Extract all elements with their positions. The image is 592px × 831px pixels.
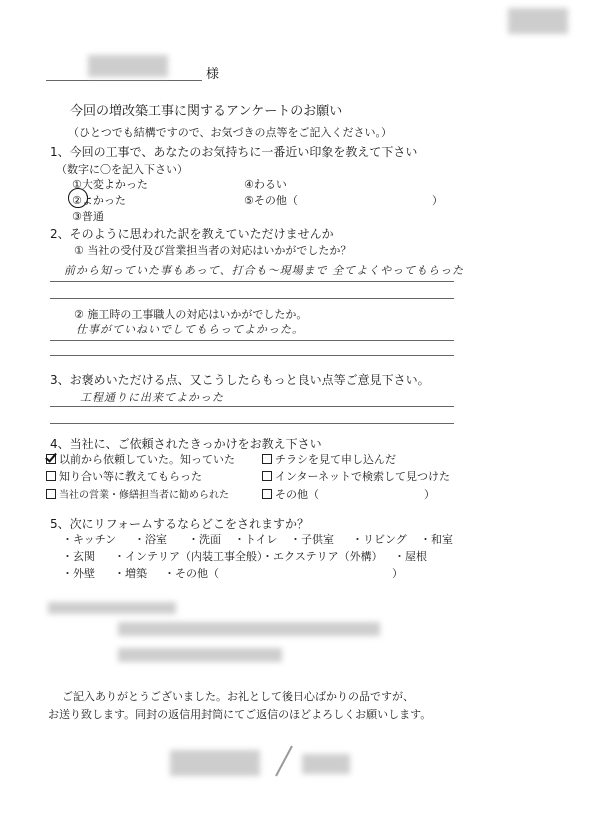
recipient-honorific: 様 bbox=[206, 67, 220, 82]
q5-living[interactable]: ・リビング bbox=[352, 533, 407, 546]
q3-answer-line-2 bbox=[50, 423, 454, 424]
q5-washroom[interactable]: ・洗面 bbox=[188, 533, 221, 546]
q4-option-flyer[interactable] bbox=[262, 451, 396, 467]
survey-intro: （ひとつでも結構ですので、お気づきの点等をご記入ください。） bbox=[68, 126, 393, 139]
q1-option-1[interactable]: ①大変よかった bbox=[72, 178, 148, 191]
q4-option-other-label: その他（ bbox=[275, 488, 319, 501]
q4-option-acquaintance[interactable] bbox=[46, 468, 202, 484]
q4-checkbox-flyer[interactable] bbox=[262, 454, 272, 464]
q2-answer1-line-1 bbox=[50, 281, 454, 282]
q4-checkbox-other[interactable] bbox=[262, 489, 272, 499]
q5-exterior[interactable]: ・エクステリア（外構） bbox=[262, 550, 383, 563]
q5-other[interactable]: ・その他（ bbox=[164, 567, 219, 580]
q2-answer2-line-1 bbox=[50, 340, 454, 341]
q4-option-previous-label: 以前から依頼していた。知っていた bbox=[59, 453, 235, 466]
redacted-customer-detail bbox=[118, 648, 282, 662]
q2-answer2-line-2 bbox=[50, 355, 454, 356]
q2-answer1-line-2 bbox=[50, 298, 454, 299]
q4-checkbox-internet[interactable] bbox=[262, 471, 272, 481]
q1-option-4[interactable]: ④わるい bbox=[244, 178, 287, 191]
q4-option-internet-label: インターネットで検索して見つけた bbox=[275, 470, 451, 483]
q5-kids-room[interactable]: ・子供室 bbox=[290, 533, 334, 546]
q4-checkbox-sales[interactable] bbox=[46, 489, 56, 499]
footer-line-2: お送り致します。同封の返信用封筒にてご返信のほどよろしくお願いします。 bbox=[48, 708, 432, 721]
redacted-customer-address bbox=[118, 622, 380, 636]
redacted-recipient-name bbox=[88, 55, 168, 77]
q1-option-2[interactable]: ②よかった bbox=[72, 194, 126, 207]
q4-option-other-close: ） bbox=[424, 488, 435, 501]
q4-option-flyer-label: チラシを見て申し込んだ bbox=[275, 453, 396, 466]
q1-selected-circle bbox=[68, 188, 88, 208]
q4-option-previous[interactable] bbox=[46, 451, 235, 467]
q4-option-sales[interactable] bbox=[46, 486, 229, 501]
q5-extension[interactable]: ・増築 bbox=[114, 567, 147, 580]
q5-interior[interactable]: ・インテリア（内装工事全般） bbox=[114, 550, 268, 563]
q1-instruction: （数字に〇を記入下さい） bbox=[56, 163, 188, 176]
q1-option-3[interactable]: ③普通 bbox=[72, 210, 104, 223]
q5-entrance[interactable]: ・玄関 bbox=[62, 550, 95, 563]
q5-japanese-room[interactable]: ・和室 bbox=[420, 533, 453, 546]
q2-answer1[interactable]: 前から知っていた事もあって、打合も〜現場まで 全てよくやってもらった bbox=[64, 264, 465, 277]
q5-outer-wall[interactable]: ・外壁 bbox=[62, 567, 95, 580]
redacted-stamp bbox=[508, 8, 568, 34]
redacted-signature bbox=[170, 750, 260, 776]
q1-option-5[interactable]: ⑤その他（ bbox=[244, 194, 298, 207]
q4-option-other[interactable] bbox=[262, 486, 319, 502]
q5-toilet[interactable]: ・トイレ bbox=[234, 533, 278, 546]
q4-checkbox-acquaintance[interactable] bbox=[46, 471, 56, 481]
q5-bathroom[interactable]: ・浴室 bbox=[134, 533, 167, 546]
q4-question: 4、当社に、ご依頼されたきっかけをお教え下さい bbox=[50, 437, 322, 451]
survey-title: 今回の増改築工事に関するアンケートのお願い bbox=[70, 104, 343, 119]
q4-option-acquaintance-label: 知り合い等に教えてもらった bbox=[59, 470, 202, 483]
q3-question: 3、お褒めいただける点、又こうしたらもっと良い点等ご意見下さい。 bbox=[50, 373, 430, 387]
q2-sub1: ① 当社の受付及び営業担当者の対応はいかがでしたか？ bbox=[74, 244, 352, 257]
q4-option-internet[interactable] bbox=[262, 468, 450, 484]
q3-answer[interactable]: 工程通りに出来てよかった bbox=[80, 391, 224, 404]
q1-option-5-close: ） bbox=[432, 194, 443, 207]
q5-roof[interactable]: ・屋根 bbox=[394, 550, 427, 563]
q3-answer-line-1 bbox=[50, 406, 454, 407]
redacted-customer-label bbox=[48, 602, 176, 614]
signature-slash bbox=[270, 744, 300, 778]
q2-question: 2、そのように思われた訳を教えていただけませんか bbox=[50, 227, 334, 241]
q5-kitchen[interactable]: ・キッチン bbox=[62, 533, 117, 546]
q2-sub2: ② 施工時の工事職人の対応はいかがでしたか。 bbox=[74, 308, 308, 321]
recipient-underline bbox=[46, 80, 202, 81]
q5-other-close: ） bbox=[392, 567, 403, 580]
footer-line-1: ご記入ありがとうございました。お礼として後日心ばかりの品ですが、 bbox=[62, 690, 414, 703]
q2-answer2[interactable]: 仕事がていねいでしてもらってよかった。 bbox=[76, 323, 304, 336]
q5-question: 5、次にリフォームするならどこをされますか？ bbox=[50, 517, 310, 531]
q4-option-sales-label: 当社の営業・修繕担当者に勧められた bbox=[59, 490, 229, 501]
q4-checkbox-previous[interactable] bbox=[46, 454, 56, 464]
redacted-signature-date bbox=[302, 754, 350, 774]
q1-question: 1、今回の工事で、あなたのお気持ちに一番近い印象を教えて下さい bbox=[50, 145, 418, 159]
